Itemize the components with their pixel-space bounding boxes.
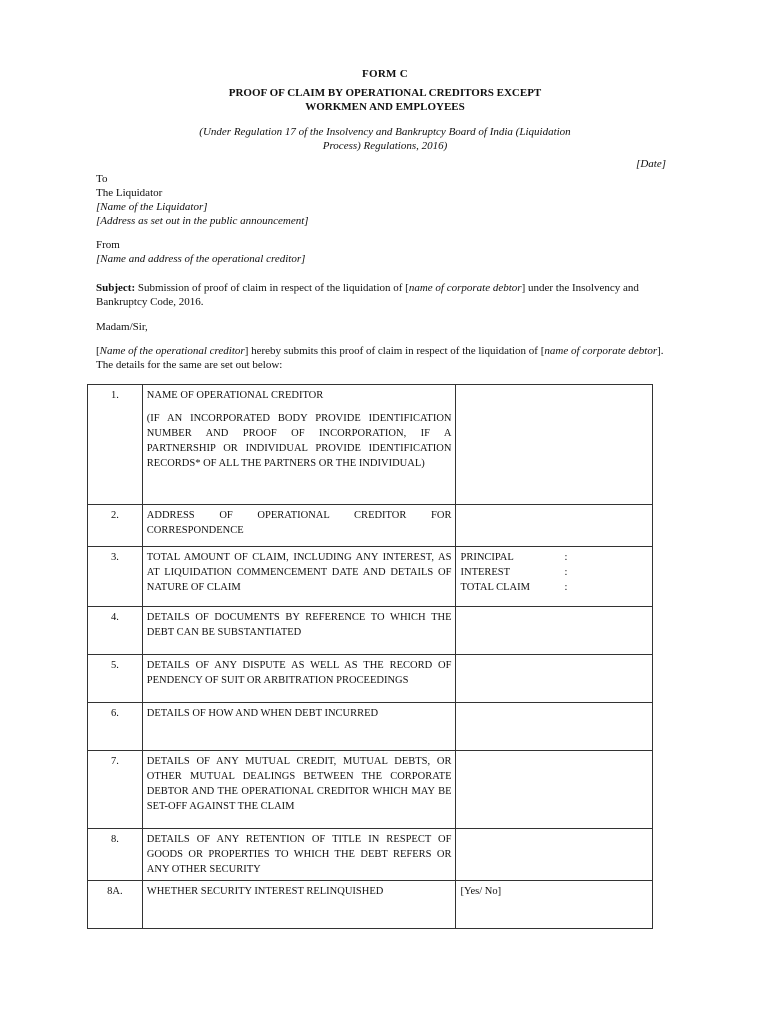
table-row: [88, 547, 653, 607]
row-value-field[interactable]: [456, 751, 653, 829]
recipient-title: The Liquidator: [96, 187, 163, 199]
row-subnote: (IF AN INCORPORATED BODY PROVIDE IDENTIFICATION NUMBER AND PROOF OF INCORPORATION, IF A PARTNERSHIP OR INDIVIDUAL PROVIDE IDENTIFICATION RECORDS* OF ALL THE PARTNERS OR THE INDIVIDUAL): [146, 413, 452, 469]
liquidator-address: [Address as set out in the public announcement]: [96, 215, 309, 227]
row-number: 8.: [88, 829, 143, 881]
date-placeholder: [Date]: [636, 158, 666, 170]
total-claim-label: TOTAL CLAIM: [460, 582, 530, 593]
form-title-line2: WORKMEN AND EMPLOYEES: [305, 101, 465, 113]
row-value-field[interactable]: [456, 385, 653, 505]
row-number: 8A.: [88, 881, 143, 929]
form-label: FORM C: [361, 68, 409, 80]
from-label: From: [96, 239, 120, 251]
row-description: TOTAL AMOUNT OF CLAIM, INCLUDING ANY INTEREST, AS AT LIQUIDATION COMMENCEMENT DATE AND DETAILS OF NATURE OF CLAIM: [142, 547, 456, 607]
row-number: 6.: [88, 703, 143, 751]
row-value-field[interactable]: [456, 829, 653, 881]
row-number: 4.: [88, 607, 143, 655]
subject-label: Subject:: [96, 282, 136, 294]
table-row: [88, 385, 653, 505]
subject-line: Subject: Submission of proof of claim in respect of the liquidation of [name of corporate debtor] under the Insolvency and Bankruptcy Code, 2016.: [96, 282, 639, 308]
row-description: ADDRESS OF OPERATIONAL CREDITOR FOR CORRESPONDENCE: [142, 505, 456, 547]
row-description: DETAILS OF ANY MUTUAL CREDIT, MUTUAL DEBTS, OR OTHER MUTUAL DEALINGS BETWEEN THE CORPORATE DEBTOR AND THE OPERATIONAL CREDITOR WHICH MAY BE SET-OFF AGAINST THE CLAIM: [142, 751, 456, 829]
row-description: WHETHER SECURITY INTEREST RELINQUISHED: [142, 881, 456, 929]
regulation-line1: (Under Regulation 17 of the Insolvency and Bankruptcy Board of India (Liquidation: [199, 126, 571, 138]
salutation: Madam/Sir,: [96, 321, 148, 333]
regulation-line2: Process) Regulations, 2016): [322, 140, 448, 152]
principal-label: PRINCIPAL: [460, 552, 514, 563]
row-value-field[interactable]: [456, 607, 653, 655]
row-description: DETAILS OF ANY RETENTION OF TITLE IN RESPECT OF GOODS OR PROPERTIES TO WHICH THE DEBT REFERS OR ANY OTHER SECURITY: [142, 829, 456, 881]
row-description: DETAILS OF ANY DISPUTE AS WELL AS THE RECORD OF PENDENCY OF SUIT OR ARBITRATION PROCEEDINGS: [142, 655, 456, 703]
table-row: [88, 881, 653, 929]
table-row: [88, 505, 653, 547]
table-row: [88, 751, 653, 829]
claim-amount-field[interactable]: PRINCIPAL : INTEREST : TOTAL CLAIM :: [456, 547, 653, 607]
sender-name-address: [Name and address of the operational creditor]: [96, 253, 306, 265]
row-value-field[interactable]: [456, 703, 653, 751]
liquidator-name: [Name of the Liquidator]: [96, 201, 208, 213]
row-description: NAME OF OPERATIONAL CREDITOR (IF AN INCORPORATED BODY PROVIDE IDENTIFICATION NUMBER AND PROOF OF INCORPORATION, IF A PARTNERSHIP OR INDIVIDUAL PROVIDE IDENTIFICATION RECORDS* OF ALL THE PARTNERS OR THE INDIVIDUAL): [142, 385, 456, 505]
row-description: DETAILS OF DOCUMENTS BY REFERENCE TO WHICH THE DEBT CAN BE SUBSTANTIATED: [142, 607, 456, 655]
table-row: [88, 607, 653, 655]
intro-paragraph: [Name of the operational creditor] hereby submits this proof of claim in respect of the liquidation of [name of corporate debtor]. The details for the same are set out below:: [96, 345, 664, 371]
table-row: [88, 829, 653, 881]
row-description: DETAILS OF HOW AND WHEN DEBT INCURRED: [142, 703, 456, 751]
security-relinquished-field[interactable]: [Yes/ No]: [456, 881, 653, 929]
row-number: 1.: [88, 385, 143, 505]
table-row: [88, 703, 653, 751]
interest-label: INTEREST: [460, 567, 511, 578]
form-title-line1: PROOF OF CLAIM BY OPERATIONAL CREDITORS EXCEPT: [228, 87, 542, 99]
row-number: 5.: [88, 655, 143, 703]
row-number: 7.: [88, 751, 143, 829]
table-row: [88, 655, 653, 703]
row-number: 3.: [88, 547, 143, 607]
row-value-field[interactable]: [456, 655, 653, 703]
claim-details-table: [87, 384, 653, 929]
to-label: To: [96, 173, 108, 185]
row-number: 2.: [88, 505, 143, 547]
row-value-field[interactable]: [456, 505, 653, 547]
